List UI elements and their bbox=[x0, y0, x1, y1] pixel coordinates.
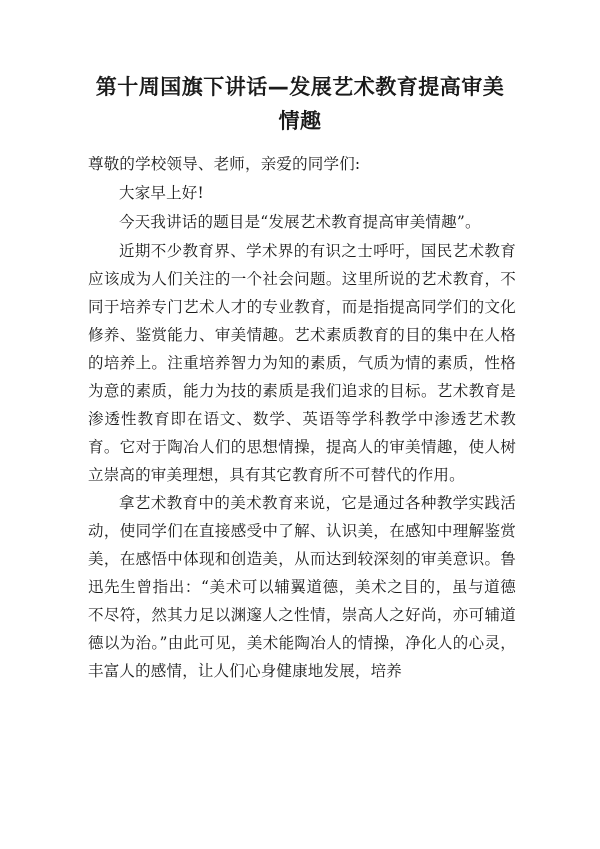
paragraph-topic: 今天我讲话的题目是“发展艺术教育提高审美情趣”。 bbox=[119, 213, 481, 231]
paragraph-fine-art-education: 拿艺术教育中的美术教育来说，它是通过各种教学实践活动，使同学们在直接感受中了解、认识美，在感知中理解鉴赏美，在感悟中体现和创造美，从而达到较深刻的审美意识。鲁迅先生曾指出：“美术可以辅翼道德，美术之目的，虽与道德不尽符，然其力足以渊邃人之性情，崇高人之好尚，亦可辅道德以为治。”由此可见，美术能陶冶人的情操，净化人的心灵，丰富人的感情，让人们心身健康地发展，培养 bbox=[88, 494, 516, 680]
greeting: 大家早上好! bbox=[119, 184, 204, 202]
document-body bbox=[88, 150, 516, 685]
paragraph-art-education: 近期不少教育界、学术界的有识之士呼吁，国民艺术教育应该成为人们关注的一个社会问题。这里所说的艺术教育，不同于培养专门艺术人才的专业教育，而是指提高同学们的文化修养、鉴赏能力、审美情趣。艺术素质教育的目的集中在人格的培养上。注重培养智力为知的素质，气质为情的素质，性格为意的素质，能力为技的素质是我们追求的目标。艺术教育是渗透性教育即在语文、数学、英语等学科教学中渗透艺术教育。它对于陶冶人们的思想情操，提高人的审美情趣，使人树立崇高的审美理想，具有其它教育所不可替代的作用。 bbox=[88, 242, 516, 484]
salutation: 尊敬的学校领导、老师，亲爱的同学们: bbox=[88, 155, 361, 173]
document-title: 第十周国旗下讲话—发展艺术教育提高审美情趣 bbox=[95, 75, 505, 133]
